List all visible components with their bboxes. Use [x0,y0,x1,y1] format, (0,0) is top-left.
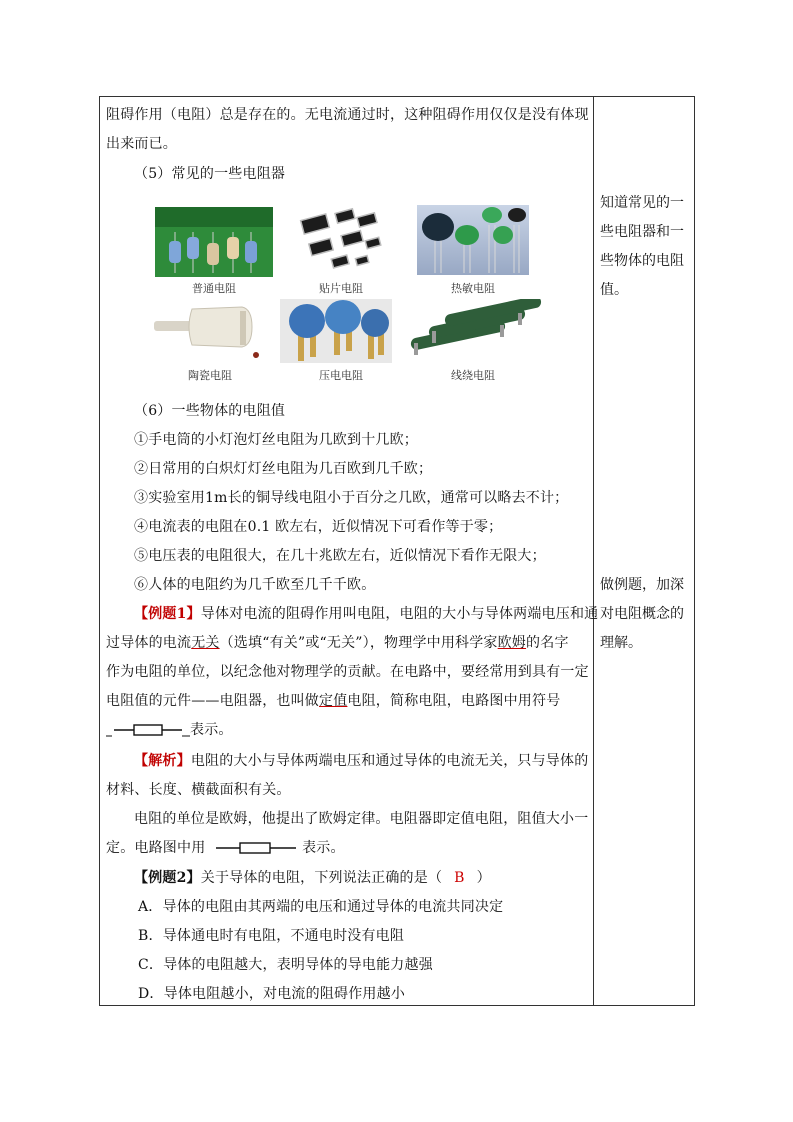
text-line: 出来而已。 [106,136,177,152]
answer-blank: 无关 [191,635,220,651]
answer-blank: 欧姆 [497,635,527,651]
example2-line: 【例题2】关于导体的电阻，下列说法正确的是（ B ） [134,870,491,886]
text-line: ④电流表的电阻在0.1 欧左右，近似情况下可看作等于零； [134,519,503,535]
example1-tag: 【例题1】 [134,606,201,622]
resistor-caption: 普通电阻 [192,282,236,295]
text-line: ⑤电压表的电阻很大，在几十兆欧左右，近似情况下看作无限大； [134,548,546,564]
thermistor-photo [417,205,529,275]
example2-tag: 【例题2】 [134,870,201,886]
resistor-caption: 压电电阻 [319,369,363,382]
side-note: 些电阻器和一 [600,224,684,240]
text-line: ①手电筒的小灯泡灯丝电阻为几欧到十几欧； [134,432,418,448]
wirewound-resistor-photo [406,299,546,361]
text-line: 阻碍作用（电阻）总是存在的。无电流通过时，这种阻碍作用仅仅是没有体现 [106,107,589,123]
side-note: 做例题，加深 [600,577,684,593]
text-line: ②日常用的白炽灯灯丝电阻为几百欧到几千欧； [134,461,433,477]
lesson-table [99,96,695,1006]
example1-line: 【例题1】导体对电流的阻碍作用叫电阻，电阻的大小与导体两端电压和通 [134,606,599,622]
example1-line: 表示。 [106,720,233,740]
content-column [100,97,599,1005]
resistor-caption: 陶瓷电阻 [188,369,232,382]
analysis-line: 【解析】电阻的大小与导体两端电压和通过导体的电流无关，只与导体的 [134,753,589,769]
resistor-caption: 线绕电阻 [451,369,495,382]
ordinary-resistor-photo [155,207,273,277]
resistor-caption: 贴片电阻 [319,282,363,295]
side-note: 理解。 [600,635,642,651]
option-c: C．导体的电阻越大，表明导体的导电能力越强 [138,957,433,973]
analysis-line: 定。电路图中用 表示。 [106,840,345,856]
side-note: 些物体的电阻 [600,253,684,269]
resistor-symbol-icon [106,723,190,737]
resistor-caption: 热敏电阻 [451,282,495,295]
example1-line: 作为电阻的单位，以纪念他对物理学的贡献。在电路中，要经常用到具有一定 [106,664,589,680]
analysis-tag: 【解析】 [134,753,191,769]
text-line: ⑥人体的电阻约为几千欧至几千千欧。 [134,577,376,593]
varistor-photo [280,299,392,363]
example1-line: 电阻值的元件——电阻器，也叫做定值电阻，简称电阻，电路图中用符号 [106,693,561,709]
option-d: D．导体电阻越小，对电流的阻碍作用越小 [138,986,406,1002]
example1-line: 过导体的电流无关（选填“有关”或“无关”），物理学中用科学家欧姆的名字 [106,635,569,651]
section-heading: （6）一些物体的电阻值 [134,403,286,419]
side-note: 值。 [600,282,628,298]
resistor-symbol-icon [216,841,296,855]
option-a: A．导体的电阻由其两端的电压和通过导体的电流共同决定 [138,899,504,915]
section-heading: （5）常见的一些电阻器 [134,166,286,182]
ceramic-resistor-photo [152,297,260,361]
analysis-line: 电阻的单位是欧姆，他提出了欧姆定律。电阻器即定值电阻，阻值大小一 [134,811,589,827]
answer-choice: B [454,870,465,886]
option-b: B．导体通电时有电阻，不通电时没有电阻 [138,928,405,944]
text-line: ③实验室用1m长的铜导线电阻小于百分之几欧，通常可以略去不计； [134,490,569,506]
notes-column [594,97,694,1005]
side-note: 对电阻概念的 [600,606,684,622]
chip-resistor-photo [296,203,392,277]
side-note: 知道常见的一 [600,195,684,211]
analysis-line: 材料、长度、横截面积有关。 [106,782,291,798]
answer-blank: 定值 [319,693,348,709]
